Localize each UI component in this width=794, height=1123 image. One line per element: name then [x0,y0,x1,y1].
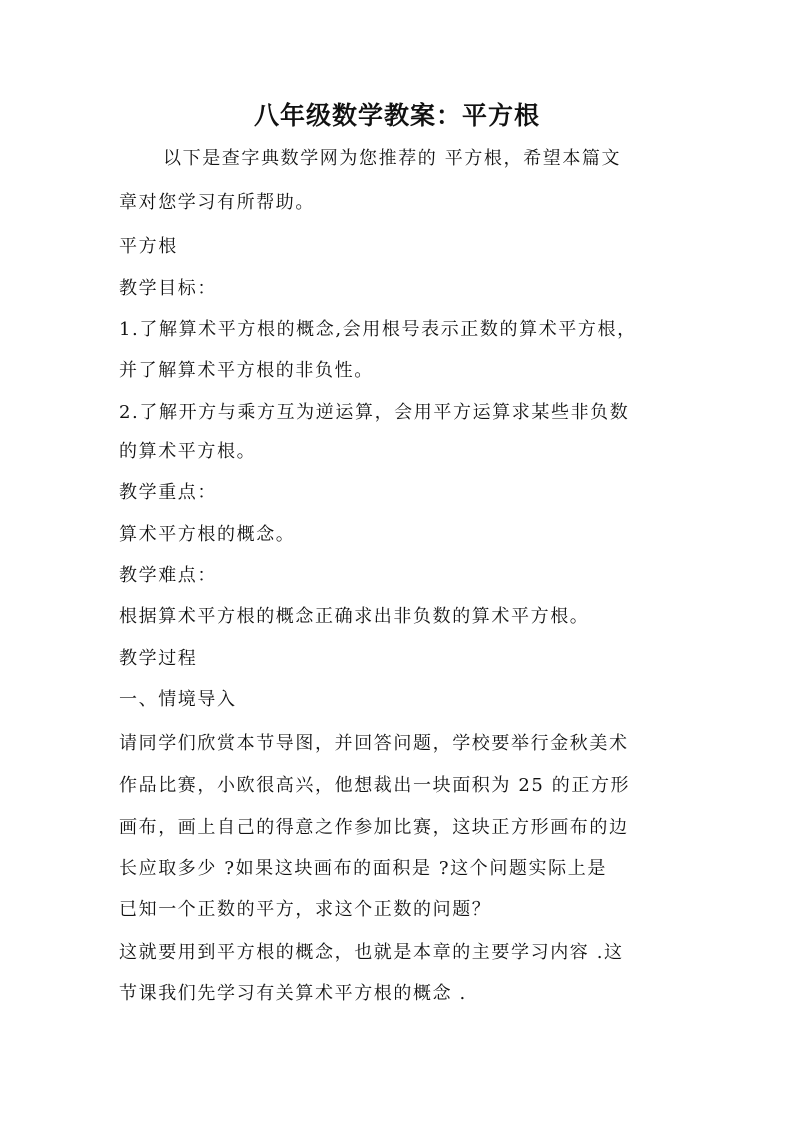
section-heading-square-root: 平方根 [119,236,178,257]
scenario-line-5: 已知一个正数的平方，求这个正数的问题？ [119,899,492,920]
scenario-line-2: 作品比赛，小欧很高兴，他想裁出一块面积为 25 的正方形 [119,775,631,796]
document-title: 八年级数学教案：平方根 [253,101,540,130]
objective-2-line-1: 2.了解开方与乘方互为逆运算，会用平方运算求某些非负数 [119,402,630,423]
objective-1-line-1: 1.了解算术平方根的概念,会用根号表示正数的算术平方根， [119,319,637,340]
teaching-objectives-heading: 教学目标： [119,278,217,299]
scenario-heading: 一、情境导入 [119,689,237,710]
objective-2-line-2: 的算术平方根。 [119,441,257,462]
scenario-line-4: 长应取多少 ?如果这块画布的面积是 ?这个问题实际上是 [119,858,607,879]
scenario-line-6: 这就要用到平方根的概念，也就是本章的主要学习内容 .这 [119,942,624,963]
key-point-text: 算术平方根的概念。 [119,524,296,545]
teaching-process-heading: 教学过程 [119,648,198,669]
intro-line-2: 章对您学习有所帮助。 [119,192,315,213]
key-point-heading: 教学重点： [119,482,217,503]
difficult-point-heading: 教学难点： [119,565,217,586]
scenario-line-7: 节课我们先学习有关算术平方根的概念 . [119,983,467,1004]
difficult-point-text: 根据算术平方根的概念正确求出非负数的算术平方根。 [119,606,590,627]
scenario-line-1: 请同学们欣赏本节导图，并回答问题，学校要举行金秋美术 [119,733,629,754]
intro-line-1: 以下是查字典数学网为您推荐的 平方根，希望本篇文 [163,148,622,169]
objective-1-line-2: 并了解算术平方根的非负性。 [119,360,374,381]
scenario-line-3: 画布，画上自己的得意之作参加比赛，这块正方形画布的边 [119,817,629,838]
